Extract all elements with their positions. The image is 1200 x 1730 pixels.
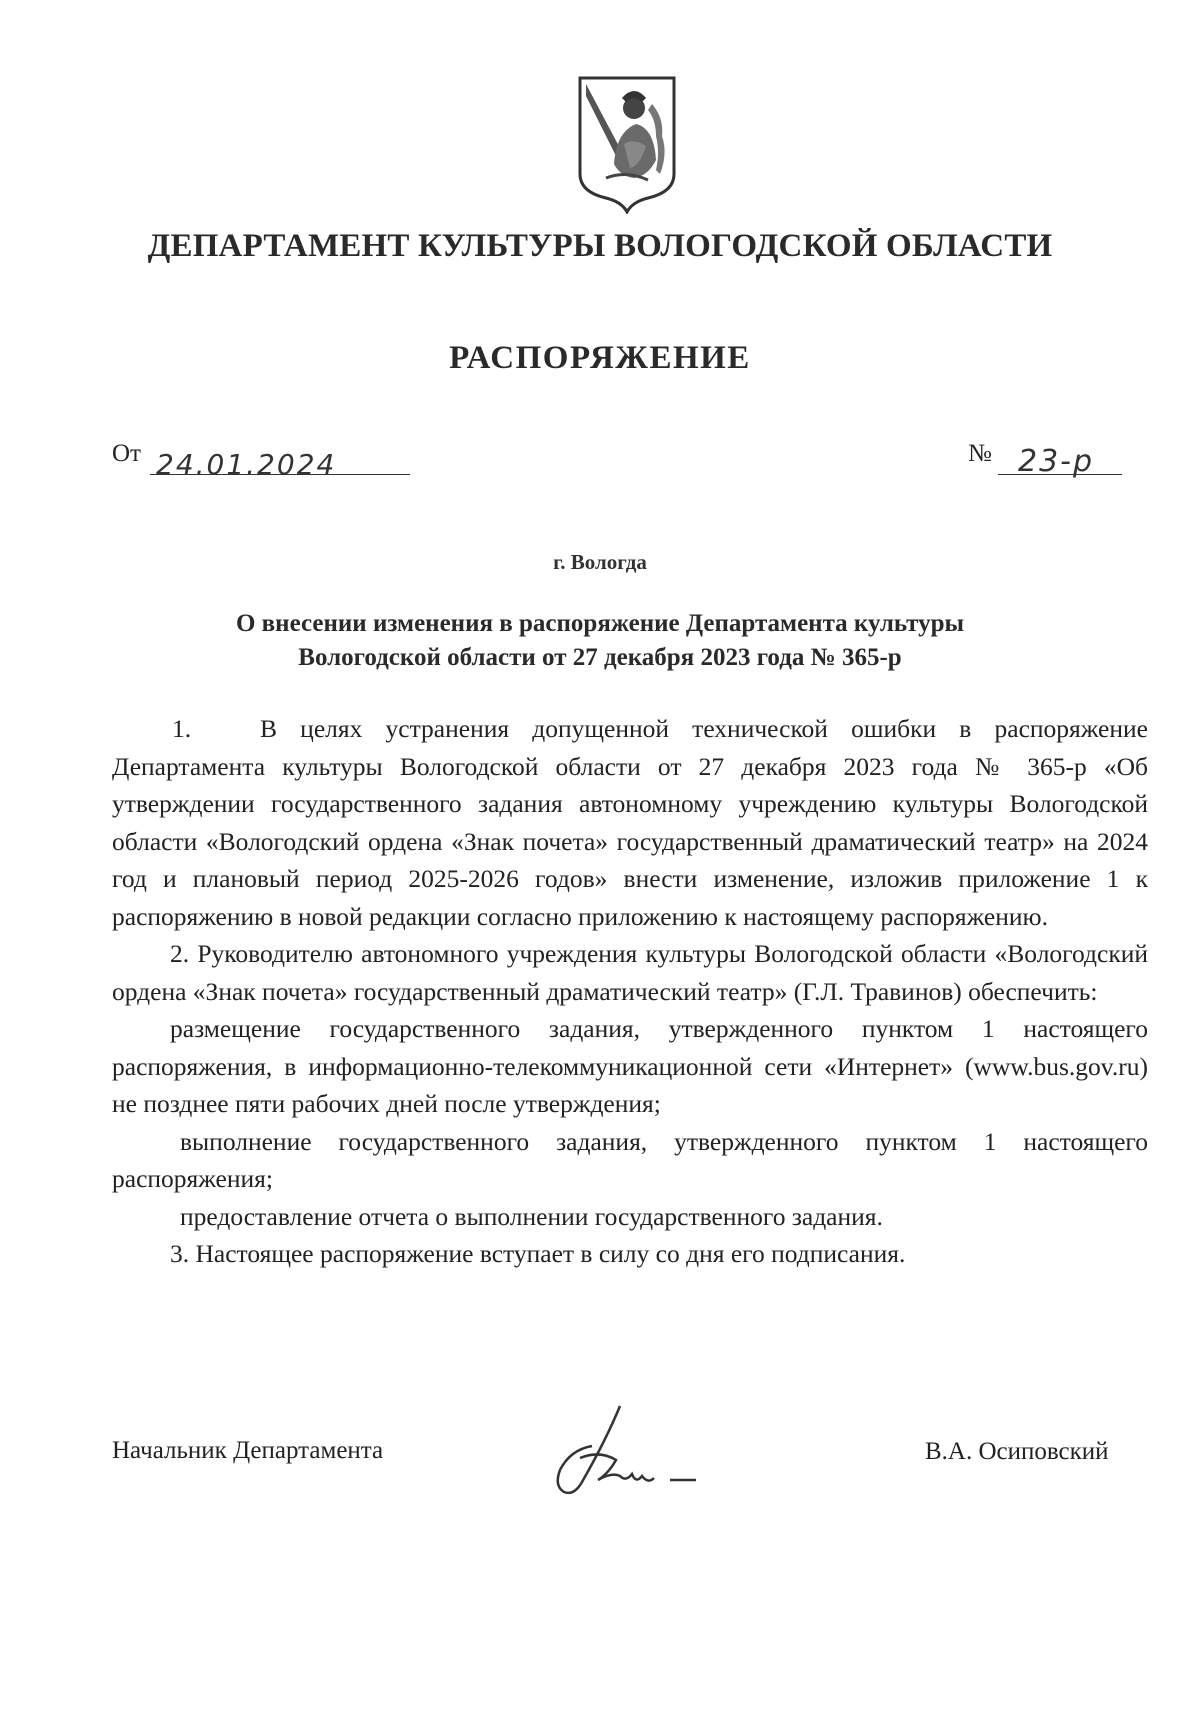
paragraph-2b: выполнение государственного задания, утвержденного пунктом 1 настоящего распоряжения; (112, 1126, 1148, 1193)
paragraph-2a: размещение государственного задания, утвержденного пунктом 1 настоящего распоряжения, в информационно-телекоммуникационной сети «Интернет» (www.bus.gov.ru) не позднее пяти рабочих дней после утверждения; (112, 1014, 1148, 1118)
handwritten-signature (520, 1400, 720, 1510)
paragraph-2c: предоставление отчета о выполнении государственного задания. (180, 1201, 883, 1231)
paragraph-1 (112, 710, 1148, 935)
subject-line-2: Вологодской области от 27 декабря 2023 года № 365-р (298, 644, 902, 671)
date-value: 24.01.2024 (156, 448, 337, 481)
date-label: От (112, 440, 141, 467)
signatory-role: Начальник Департамента (112, 1437, 384, 1464)
paragraph-1-number: 1. (172, 714, 192, 743)
city: г. Вологда (553, 550, 647, 574)
subject-line-1: О внесении изменения в распоряжение Департамента культуры (235, 610, 965, 637)
document-body (112, 710, 1148, 1273)
coat-of-arms-icon (576, 74, 678, 214)
number-value: 23-р (1018, 444, 1095, 479)
document-subject (100, 607, 1100, 675)
number-label: № (968, 440, 992, 467)
document-type-title: РАСПОРЯЖЕНИЕ (449, 340, 751, 376)
date-underline (150, 474, 410, 475)
number-underline (998, 474, 1122, 475)
paragraph-3: 3. Настоящее распоряжение вступает в силу со дня его подписания. (170, 1239, 906, 1268)
paragraph-2: 2. Руководителю автономного учреждения культуры Вологодской области «Вологодский ордена «Знак почета» государственный драматический театр» (Г.Л. Травинов) обеспечить: (112, 939, 1148, 1006)
department-heading: ДЕПАРТАМЕНТ КУЛЬТУРЫ ВОЛОГОДСКОЙ ОБЛАСТИ (147, 228, 1053, 264)
signatory-name: В.А. Осиповский (925, 1438, 1109, 1465)
paragraph-1-text: В целях устранения допущенной технической ошибки в распоряжение Департамента культуры Вологодской области от 27 декабря 2023 года № 365-р «Об утверждении государственного задания автономному учреждению культуры Вологодской области «Вологодский ордена «Знак почета» государственный драматический театр» на 2024 год и плановый период 2025-2026 годов» внести изменение, изложив приложение 1 к распоряжению в новой редакции согласно приложению к настоящему распоряжению. (112, 714, 1148, 931)
